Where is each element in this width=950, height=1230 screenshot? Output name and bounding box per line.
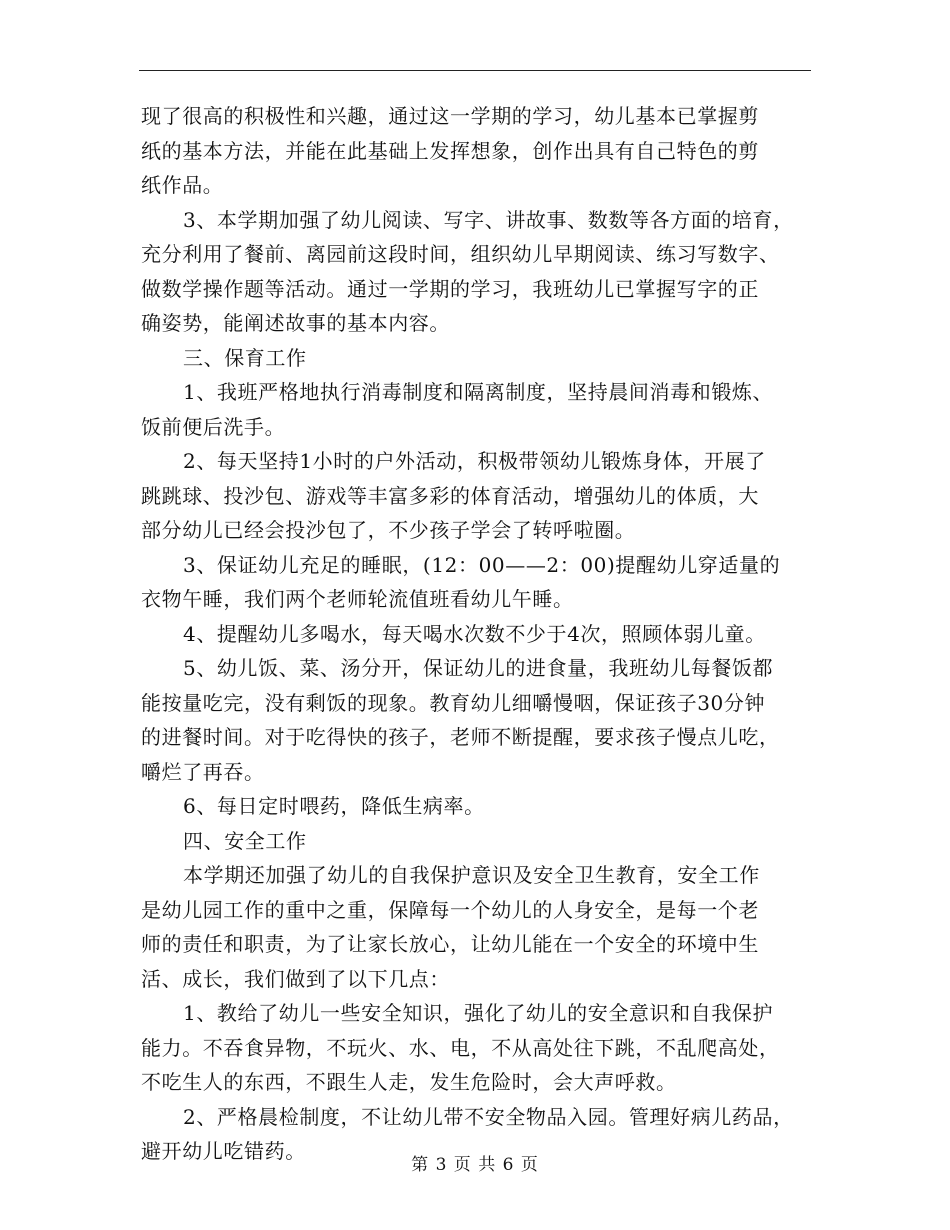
text-line: 3、本学期加强了幼儿阅读、写字、讲故事、数数等各方面的培育， bbox=[183, 207, 794, 232]
text-line: 1、我班严格地执行消毒制度和隔离制度，坚持晨间消毒和锻炼、 bbox=[183, 380, 774, 404]
text-line: 6、每日定时喂药，降低生病率。 bbox=[183, 794, 485, 818]
text-line: 跳跳球、投沙包、游戏等丰富多彩的体育活动，增强幼儿的体质，大 bbox=[141, 483, 759, 508]
text-line: 5、幼儿饭、菜、汤分开，保证幼儿的进食量，我班幼儿每餐饭都 bbox=[183, 656, 774, 680]
text-line: 活、成长，我们做到了以下几点： bbox=[141, 966, 450, 991]
text-line: 做数学操作题等活动。通过一学期的学习，我班幼儿已掌握写字的正 bbox=[141, 276, 759, 301]
text-line: 纸作品。 bbox=[141, 173, 224, 197]
text-line: 能按量吃完，没有剩饭的现象。教育幼儿细嚼慢咽，保证孩子30分钟 bbox=[141, 690, 766, 715]
text-line: 1、教给了幼儿一些安全知识，强化了幼儿的安全意识和自我保护 bbox=[183, 1001, 774, 1025]
body-text bbox=[141, 99, 813, 1169]
text-line: 师的责任和职责，为了让家长放心，让幼儿能在一个安全的环境中生 bbox=[141, 932, 759, 956]
text-line: 本学期还加强了幼儿的自我保护意识及安全卫生教育，安全工作 bbox=[183, 863, 760, 887]
text-line: 四、安全工作 bbox=[183, 828, 307, 853]
text-line: 部分幼儿已经会投沙包了，不少孩子学会了转呼啦圈。 bbox=[141, 518, 636, 542]
text-line: 4、提醒幼儿多喝水，每天喝水次数不少于4次，照顾体弱儿童。 bbox=[183, 621, 766, 646]
text-line: 充分利用了餐前、离园前这段时间，组织幼儿早期阅读、练习写数字、 bbox=[141, 242, 780, 266]
text-line: 2、每天坚持1小时的户外活动，积极带领幼儿锻炼身体，开展了 bbox=[183, 449, 766, 473]
text-line: 饭前便后洗手。 bbox=[141, 414, 286, 439]
text-line: 2、严格晨检制度，不让幼儿带不安全物品入园。管理好病儿药品， bbox=[183, 1104, 794, 1129]
page-footer: 第 3 页 共 6 页 bbox=[411, 1155, 539, 1175]
text-line: 衣物午睡，我们两个老师轮流值班看幼儿午睡。 bbox=[141, 587, 574, 611]
header-rule bbox=[139, 70, 811, 71]
text-line: 3、保证幼儿充足的睡眠，(12：00——2：00)提醒幼儿穿适量的 bbox=[183, 552, 781, 577]
text-line: 能力。不吞食异物，不玩火、水、电，不从高处往下跳，不乱爬高处， bbox=[141, 1035, 780, 1060]
text-line: 避开幼儿吃错药。 bbox=[141, 1139, 306, 1163]
text-line: 的进餐时间。对于吃得快的孩子，老师不断提醒，要求孩子慢点儿吃， bbox=[141, 725, 780, 749]
text-line: 纸的基本方法，并能在此基础上发挥想象，创作出具有自己特色的剪 bbox=[141, 138, 759, 163]
text-line: 是幼儿园工作的重中之重，保障每一个幼儿的人身安全，是每一个老 bbox=[141, 897, 759, 922]
text-line: 三、保育工作 bbox=[183, 345, 307, 370]
text-line: 嚼烂了再吞。 bbox=[141, 759, 265, 784]
text-line: 不吃生人的东西，不跟生人走，发生危险时，会大声呼救。 bbox=[141, 1070, 677, 1094]
text-line: 确姿势，能阐述故事的基本内容。 bbox=[141, 311, 450, 335]
text-line: 现了很高的积极性和兴趣，通过这一学期的学习，幼儿基本已掌握剪 bbox=[141, 104, 759, 128]
